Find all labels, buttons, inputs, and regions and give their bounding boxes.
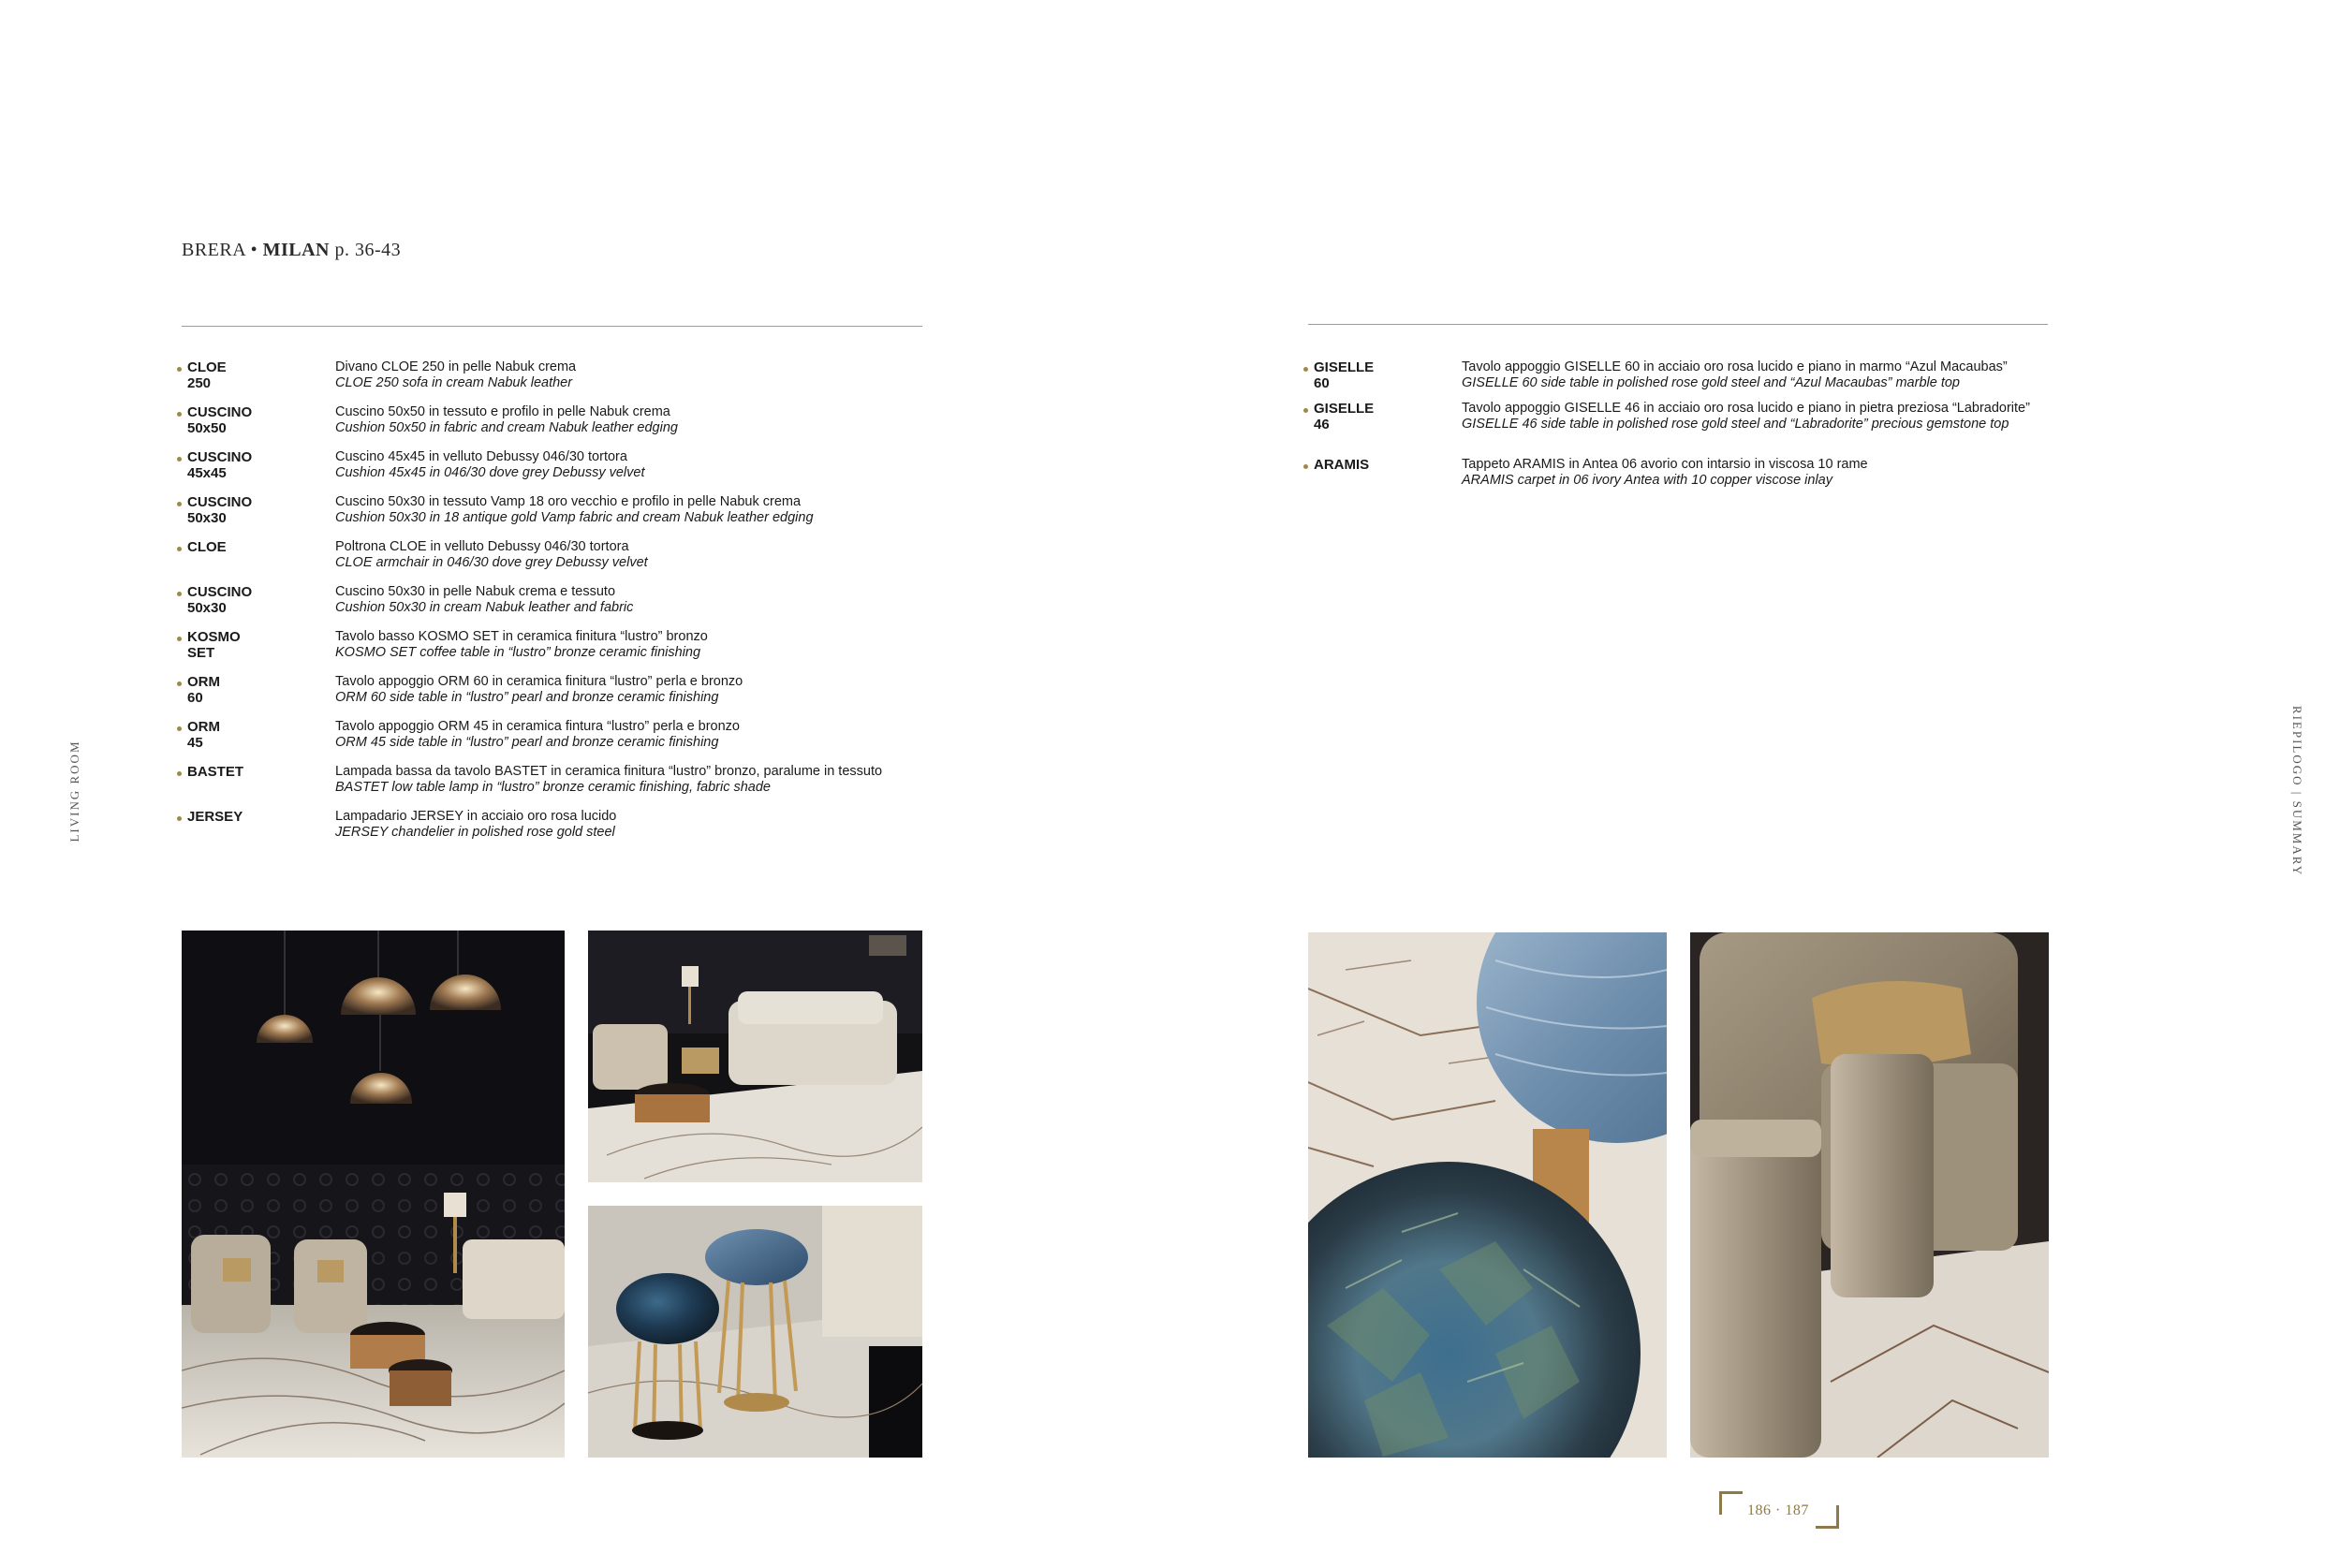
bullet-icon bbox=[177, 771, 182, 776]
item-description-it: Lampadario JERSEY in acciaio oro rosa lucido bbox=[335, 809, 617, 824]
item-description-en: JERSEY chandelier in polished rose gold steel bbox=[335, 825, 615, 840]
location-city: MILAN bbox=[262, 240, 330, 260]
item-description-it: Tavolo appoggio GISELLE 46 in acciaio oro rosa lucido e piano in pietra preziosa “Labradorite” bbox=[1462, 401, 2030, 416]
bullet-icon bbox=[177, 637, 182, 641]
page-number-marker bbox=[1719, 1491, 1839, 1529]
item-code: KOSMO SET bbox=[187, 629, 241, 661]
bullet-icon bbox=[1303, 408, 1308, 413]
item-code: CUSCINO 50x50 bbox=[187, 404, 253, 436]
side-tables-photo bbox=[588, 1206, 922, 1458]
item-code: CLOE 250 bbox=[187, 359, 227, 391]
item-description-it: Lampada bassa da tavolo BASTET in ceramica finitura “lustro” bronzo, paralume in tessuto bbox=[335, 764, 883, 779]
item-description-it: Tavolo basso KOSMO SET in ceramica finitura “lustro” bronzo bbox=[335, 629, 708, 644]
bullet-icon bbox=[177, 681, 182, 686]
item-description-en: ORM 45 side table in “lustro” pearl and bronze ceramic finishing bbox=[335, 735, 719, 750]
living-room-photo bbox=[182, 931, 565, 1458]
item-description-it: Cuscino 45x45 in velluto Debussy 046/30 tortora bbox=[335, 449, 627, 464]
item-description-en: Cushion 50x50 in fabric and cream Nabuk leather edging bbox=[335, 420, 678, 435]
item-description-it: Divano CLOE 250 in pelle Nabuk crema bbox=[335, 359, 577, 374]
item-description-it: Cuscino 50x30 in pelle Nabuk crema e tessuto bbox=[335, 584, 616, 599]
item-description-en: ARAMIS carpet in 06 ivory Antea with 10 copper viscose inlay bbox=[1462, 473, 1832, 488]
bullet-icon bbox=[177, 547, 182, 551]
item-description-en: BASTET low table lamp in “lustro” bronze ceramic finishing, fabric shade bbox=[335, 780, 771, 795]
bullet-icon bbox=[177, 502, 182, 506]
labradorite-closeup-photo bbox=[1308, 932, 1667, 1458]
page-reference: p. 36-43 bbox=[329, 240, 402, 260]
item-description-en: ORM 60 side table in “lustro” pearl and bronze ceramic finishing bbox=[335, 690, 719, 705]
sofa-scene-photo bbox=[588, 931, 922, 1182]
bullet-icon bbox=[177, 816, 182, 821]
bullet-icon bbox=[1303, 367, 1308, 372]
item-code: ARAMIS bbox=[1314, 457, 1370, 473]
item-code: BASTET bbox=[187, 764, 243, 780]
item-description-en: Cushion 50x30 in 18 antique gold Vamp fabric and cream Nabuk leather edging bbox=[335, 510, 814, 525]
item-description-en: Cushion 50x30 in cream Nabuk leather and fabric bbox=[335, 600, 634, 615]
item-code: GISELLE 46 bbox=[1314, 401, 1375, 432]
item-code: CLOE bbox=[187, 539, 227, 555]
armchair-closeup-photo bbox=[1690, 932, 2049, 1458]
item-code: ORM 60 bbox=[187, 674, 220, 706]
item-code: ORM 45 bbox=[187, 719, 220, 751]
bullet-icon bbox=[177, 592, 182, 596]
bullet-icon bbox=[177, 412, 182, 417]
item-description-en: GISELLE 46 side table in polished rose gold steel and “Labradorite” precious gemstone top bbox=[1462, 417, 2009, 432]
bullet-icon bbox=[177, 726, 182, 731]
item-description-it: Cuscino 50x50 in tessuto e profilo in pelle Nabuk crema bbox=[335, 404, 670, 419]
item-description-it: Tappeto ARAMIS in Antea 06 avorio con intarsio in viscosa 10 rame bbox=[1462, 457, 1868, 472]
side-label-left: LIVING ROOM bbox=[67, 740, 81, 843]
item-description-it: Poltrona CLOE in velluto Debussy 046/30 tortora bbox=[335, 539, 629, 554]
location-prefix: BRERA • bbox=[182, 240, 263, 260]
bullet-icon bbox=[1303, 464, 1308, 469]
item-code: CUSCINO 50x30 bbox=[187, 494, 253, 526]
section-title bbox=[182, 240, 401, 261]
item-description-en: CLOE armchair in 046/30 dove grey Debussy velvet bbox=[335, 555, 648, 570]
side-label-right: RIEPILOGO | SUMMARY bbox=[2290, 705, 2304, 877]
corner-bracket-bottom-right-icon bbox=[1816, 1505, 1839, 1529]
item-description-en: Cushion 45x45 in 046/30 dove grey Debussy velvet bbox=[335, 465, 645, 480]
item-code: CUSCINO 45x45 bbox=[187, 449, 253, 481]
item-description-it: Tavolo appoggio GISELLE 60 in acciaio oro rosa lucido e piano in marmo “Azul Macaubas” bbox=[1462, 359, 2008, 374]
bullet-icon bbox=[177, 457, 182, 462]
item-description-it: Tavolo appoggio ORM 45 in ceramica fintura “lustro” perla e bronzo bbox=[335, 719, 740, 734]
item-description-en: GISELLE 60 side table in polished rose gold steel and “Azul Macaubas” marble top bbox=[1462, 375, 1960, 390]
item-description-en: CLOE 250 sofa in cream Nabuk leather bbox=[335, 375, 573, 390]
item-description-it: Cuscino 50x30 in tessuto Vamp 18 oro vecchio e profilo in pelle Nabuk crema bbox=[335, 494, 802, 509]
corner-bracket-top-left-icon bbox=[1719, 1491, 1743, 1515]
bullet-icon bbox=[177, 367, 182, 372]
item-description-en: KOSMO SET coffee table in “lustro” bronze ceramic finishing bbox=[335, 645, 701, 660]
item-code: CUSCINO 50x30 bbox=[187, 584, 253, 616]
left-divider bbox=[182, 326, 922, 327]
item-code: GISELLE 60 bbox=[1314, 359, 1375, 391]
right-divider bbox=[1308, 324, 2048, 325]
page-numbers: 186 · 187 bbox=[1747, 1502, 1809, 1518]
item-code: JERSEY bbox=[187, 809, 243, 825]
item-description-it: Tavolo appoggio ORM 60 in ceramica finitura “lustro” perla e bronzo bbox=[335, 674, 743, 689]
